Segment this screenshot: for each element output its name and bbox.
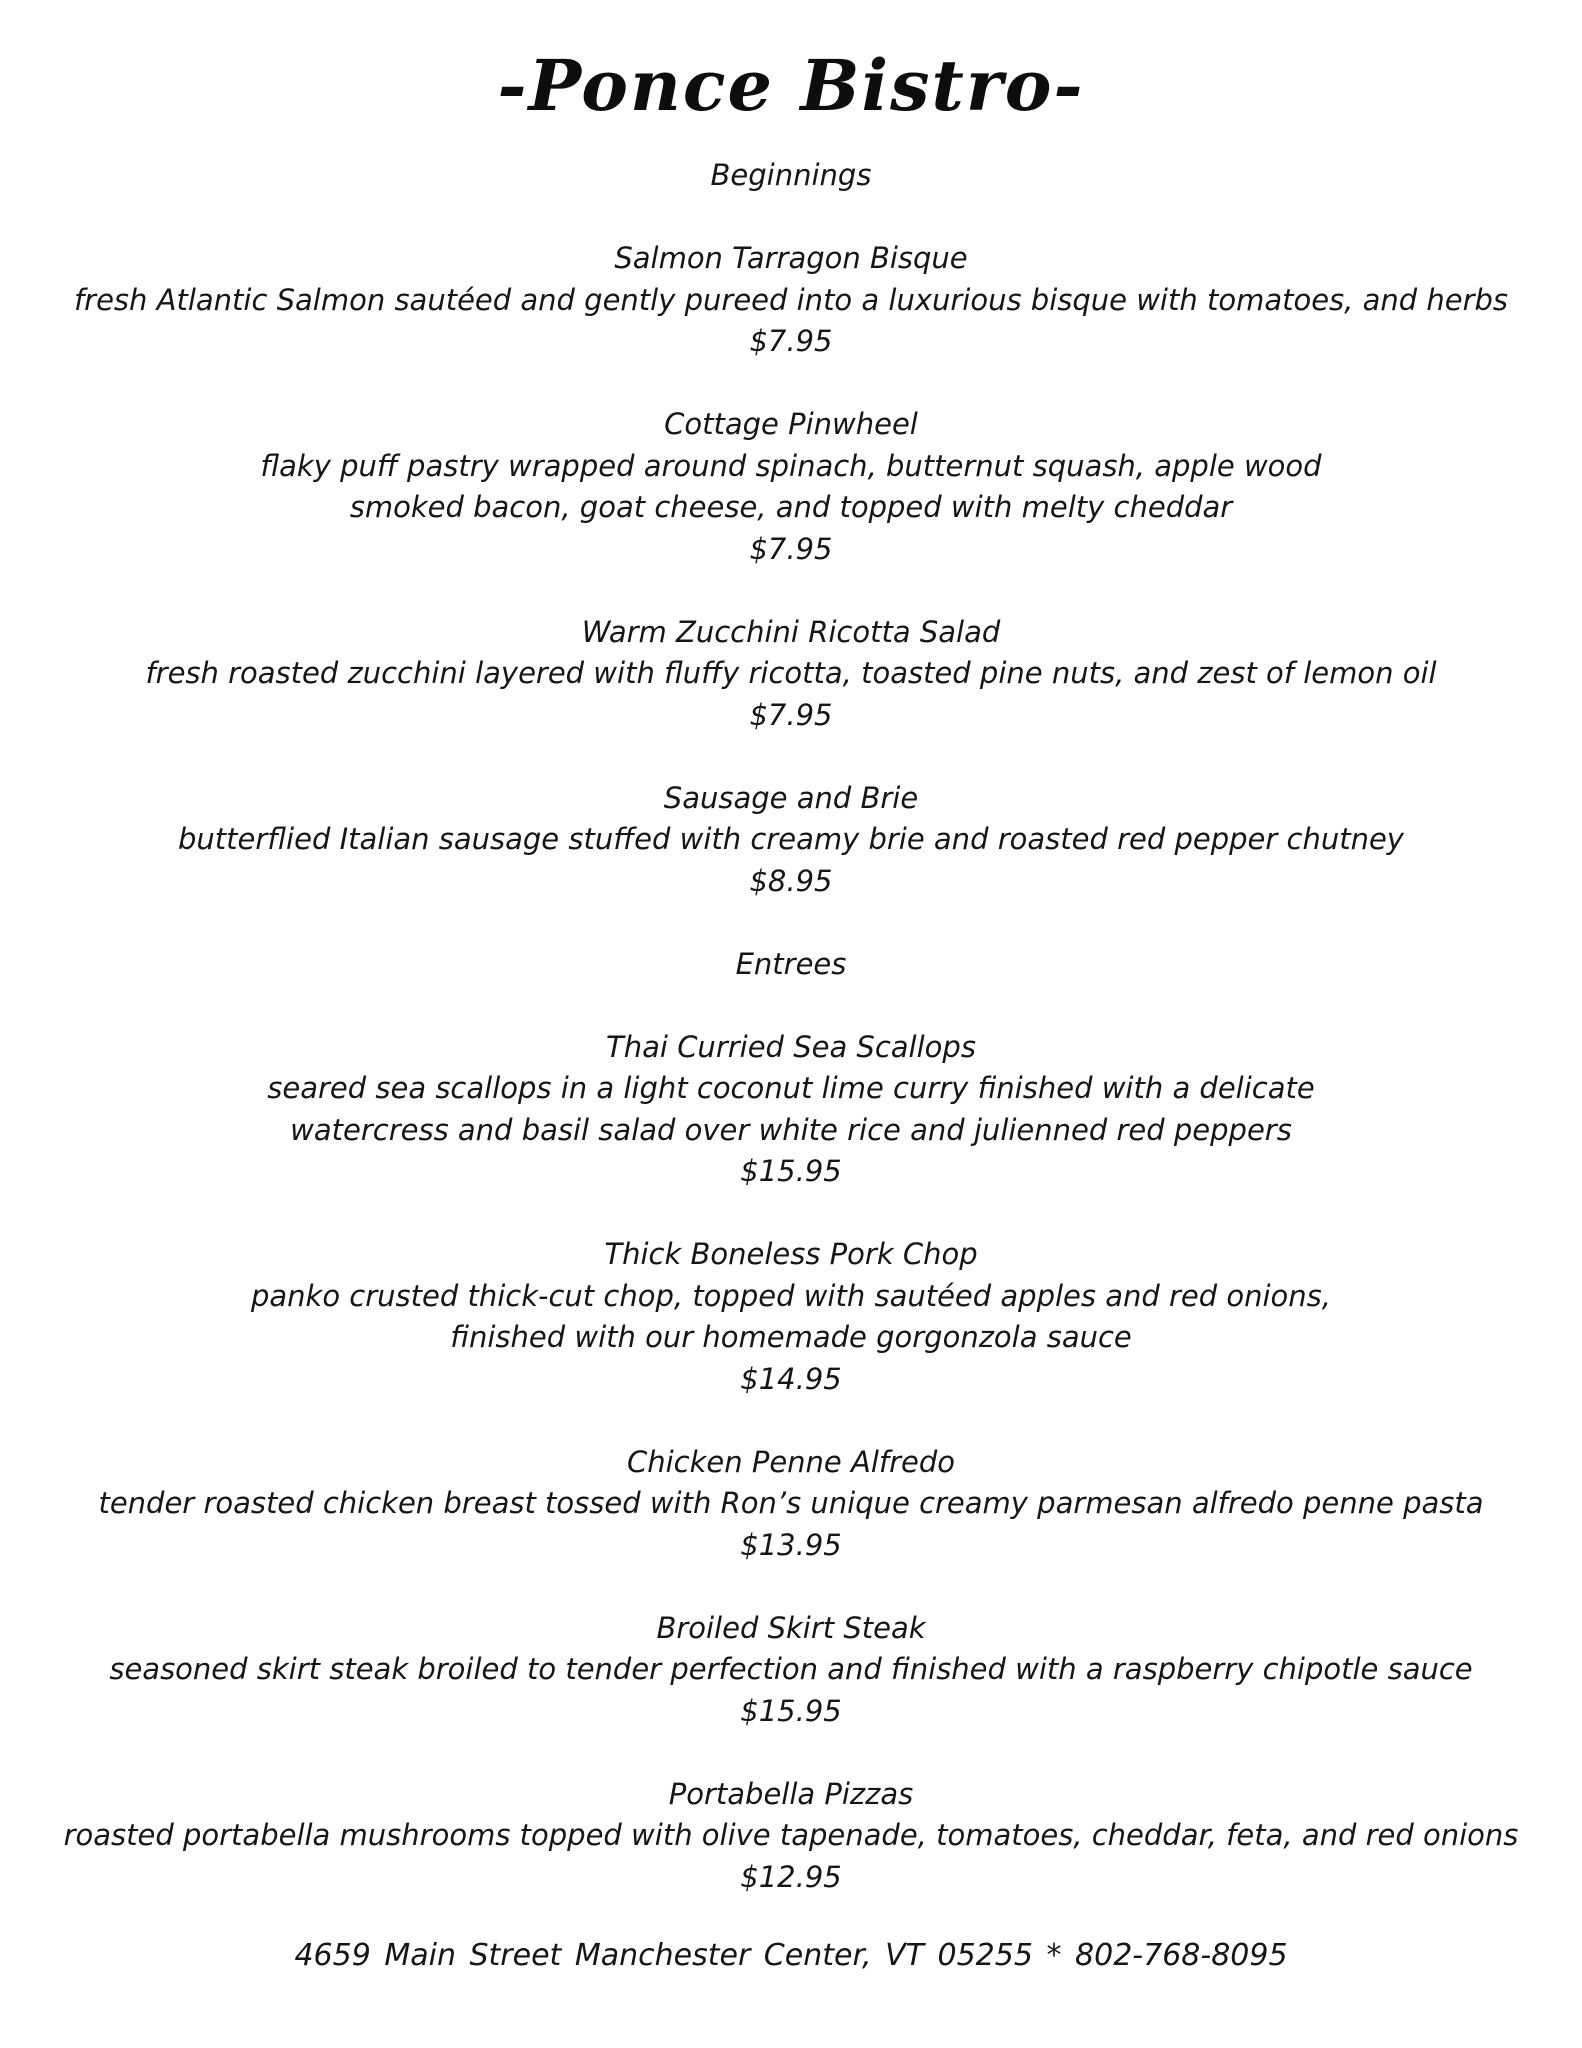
menu-item-thai-curried-sea-scallops: [0, 1027, 1582, 1193]
item-price: $8.95: [749, 863, 833, 898]
item-description: fresh roasted zucchini layered with fluffy ricotta, toasted pine nuts, and zest of lemon oil: [145, 656, 1437, 690]
restaurant-title: -Ponce Bistro-: [497, 44, 1085, 127]
section-entrees: [0, 944, 1582, 1899]
footer-address: 4659 Main Street Manchester Center, VT 05255: [294, 1938, 1033, 1973]
menu-item-chicken-penne-alfredo: [0, 1442, 1582, 1567]
item-name: Portabella Pizzas: [668, 1776, 914, 1811]
item-description: smoked bacon, goat cheese, and topped with melty cheddar: [349, 490, 1233, 524]
menu-item-warm-zucchini-ricotta-salad: [0, 612, 1582, 737]
menu-item-portabella-pizzas: [0, 1774, 1582, 1899]
item-name: Thai Curried Sea Scallops: [606, 1029, 976, 1064]
footer-contact: [0, 1935, 1582, 1977]
menu-item-sausage-and-brie: [0, 778, 1582, 903]
item-name: Chicken Penne Alfredo: [626, 1444, 956, 1479]
menu-item-cottage-pinwheel: [0, 404, 1582, 570]
footer-separator: *: [1046, 1938, 1062, 1973]
menu-body: [0, 155, 1582, 1940]
item-name: Thick Boneless Pork Chop: [604, 1237, 978, 1271]
item-description: finished with our homemade gorgonzola sauce: [450, 1320, 1132, 1354]
section-beginnings: [0, 155, 1582, 902]
item-name: Broiled Skirt Steak: [656, 1610, 926, 1645]
item-name: Sausage and Brie: [663, 780, 919, 815]
item-price: $13.95: [740, 1527, 842, 1562]
item-price: $7.95: [749, 531, 833, 566]
item-price: $7.95: [749, 324, 833, 358]
item-price: $15.95: [740, 1693, 842, 1728]
item-name: Cottage Pinwheel: [664, 407, 918, 441]
item-description: fresh Atlantic Salmon sautéed and gently pureed into a luxurious bisque with tomatoes, and herbs: [73, 282, 1509, 317]
item-description: seared sea scallops in a light coconut lime curry finished with a delicate: [267, 1071, 1315, 1105]
item-price: $7.95: [749, 697, 833, 732]
item-name: Warm Zucchini Ricotta Salad: [581, 614, 1001, 649]
item-description: seasoned skirt steak broiled to tender perfection and finished with a raspberry chipotle sauce: [109, 1652, 1473, 1686]
item-description: watercress and basil salad over white rice and julienned red peppers: [290, 1112, 1292, 1147]
item-description: panko crusted thick-cut chop, topped with sautéed apples and red onions,: [250, 1278, 1332, 1313]
item-description: flaky puff pastry wrapped around spinach, butternut squash, apple wood: [260, 448, 1322, 483]
item-description: roasted portabella mushrooms topped with olive tapenade, tomatoes, cheddar, feta, and red onions: [63, 1818, 1519, 1852]
menu-item-thick-boneless-pork-chop: [0, 1234, 1582, 1400]
item-price: $15.95: [740, 1154, 842, 1188]
item-name: Salmon Tarragon Bisque: [614, 241, 968, 275]
item-price: $12.95: [740, 1859, 842, 1894]
section-heading: Beginnings: [710, 158, 872, 192]
item-price: $14.95: [740, 1361, 842, 1396]
item-description: butterflied Italian sausage stuffed with creamy brie and roasted red pepper chutney: [178, 822, 1404, 856]
menu-item-broiled-skirt-steak: [0, 1608, 1582, 1733]
menu-item-salmon-tarragon-bisque: [0, 238, 1582, 363]
footer-phone: 802-768-8095: [1075, 1938, 1288, 1973]
item-description: tender roasted chicken breast tossed with Ron’s unique creamy parmesan alfredo penne pasta: [98, 1486, 1484, 1520]
section-heading: Entrees: [735, 946, 847, 981]
